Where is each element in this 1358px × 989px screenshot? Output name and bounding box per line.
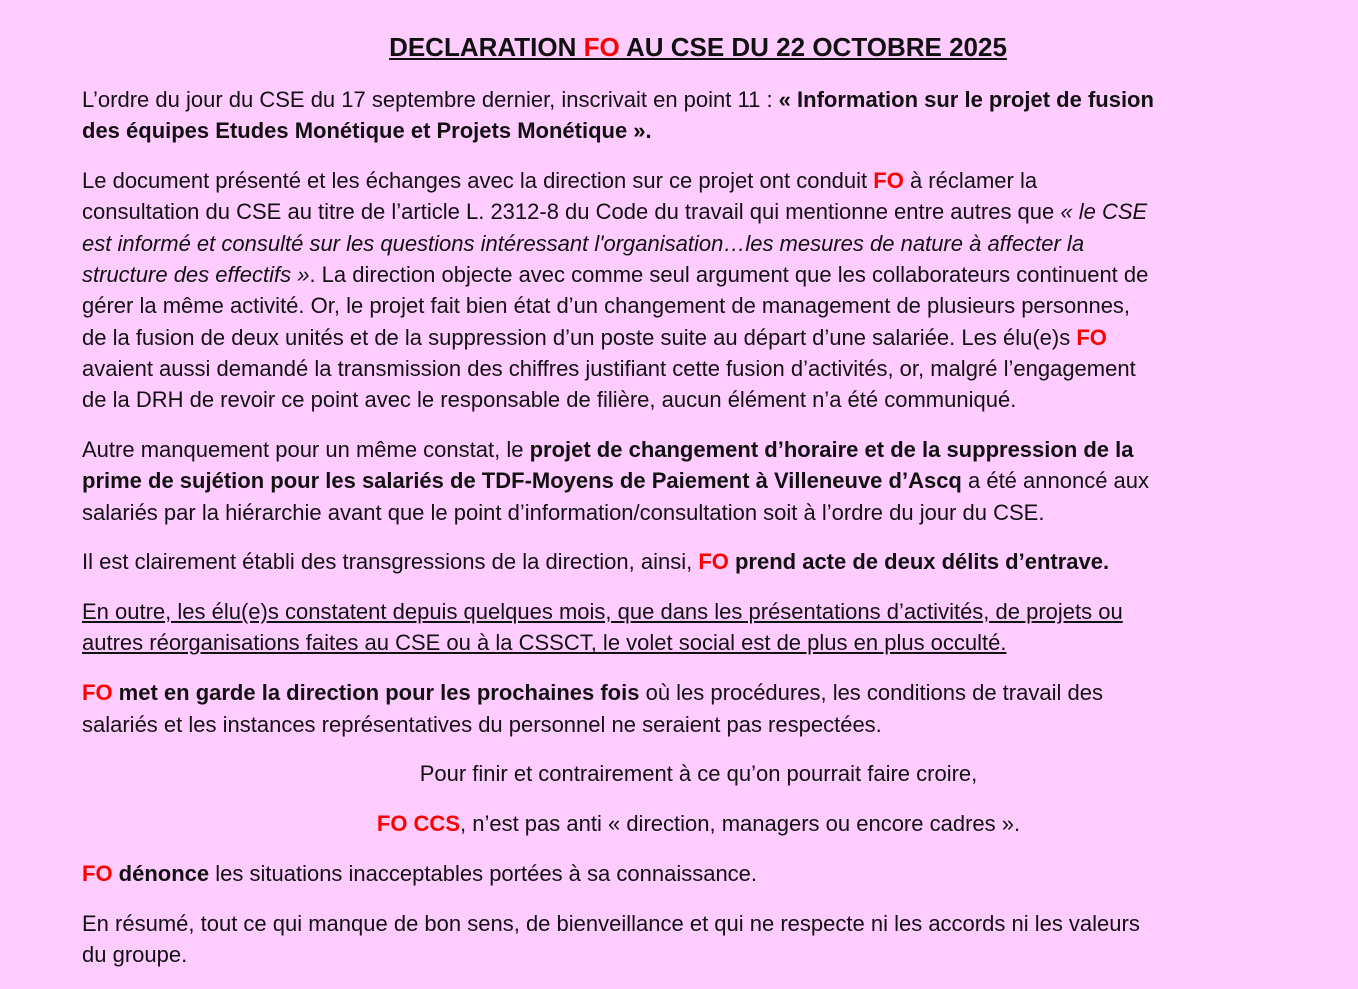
text-run: Le document présenté et les échanges avec la direction sur ce projet ont conduit — [82, 168, 874, 194]
text-run: de la fusion de deux unités et de la suppression d’un poste suite au départ d’une salariée. Les élu(e)s — [82, 324, 1077, 350]
text-line — [82, 627, 1315, 658]
text-run: En résumé, tout ce qui manque de bon sens, de bienveillance et qui ne respecte ni les accords ni les valeurs — [82, 910, 1140, 936]
text-line — [82, 758, 1315, 789]
paragraph — [82, 808, 1315, 839]
paragraph — [82, 84, 1315, 147]
paragraph — [82, 677, 1315, 740]
text-run: prime de sujétion pour les salariés de TDF-Moyens de Paiement à Villeneuve d’Ascq — [82, 468, 962, 494]
title-text: DECLARATION — [389, 32, 584, 62]
text-line — [82, 434, 1315, 465]
fo-highlight: FO CCS — [376, 811, 460, 837]
paragraph — [82, 858, 1315, 889]
text-run: consultation du CSE au titre de l’article L. 2312-8 du Code du travail qui mentionne entre autres que — [82, 199, 1061, 225]
declaration-body — [82, 84, 1315, 989]
text-run: salariés par la hiérarchie avant que le point d’information/consultation soit à l’ordre du jour du CSE. — [82, 499, 1045, 525]
title-fo: FO — [583, 32, 620, 62]
text-run: , n’est pas anti « direction, managers ou encore cadres ». — [460, 811, 1021, 837]
text-run: avaient aussi demandé la transmission des chiffres justifiant cette fusion d’activités, or, malgré l’engagement — [82, 355, 1136, 381]
paragraph — [82, 908, 1315, 971]
page-title — [0, 32, 1358, 63]
text-run: dénonce — [112, 860, 210, 886]
text-run: est informé et consulté sur les questions intéressant l'organisation…les mesures de nature à affecter la — [82, 230, 1085, 256]
text-line — [82, 228, 1315, 259]
text-line — [82, 196, 1315, 227]
text-line — [82, 259, 1315, 290]
paragraph — [82, 165, 1315, 415]
text-run: projet de changement d’horaire et de la suppression de la — [529, 436, 1134, 462]
text-run: Il est clairement établi des transgressions de la direction, ainsi, — [82, 549, 699, 575]
text-run: les situations inacceptables portées à sa connaissance. — [209, 860, 758, 886]
text-line — [82, 808, 1315, 839]
text-line — [82, 677, 1315, 708]
paragraph — [82, 434, 1315, 528]
text-run: L’ordre du jour du CSE du 17 septembre dernier, inscrivait en point 11 : — [82, 87, 779, 112]
text-run: Pour finir et contrairement à ce qu’on pourrait faire croire, — [419, 761, 978, 787]
text-run: structure des effectifs » — [82, 261, 310, 287]
text-run: salariés et les instances représentatives du personnel ne seraient pas respectées. — [82, 711, 882, 737]
text-line — [82, 596, 1315, 627]
text-run: « le CSE — [1060, 199, 1148, 225]
text-run: a été annoncé aux — [961, 468, 1150, 494]
text-run: En outre, les élu(e)s constatent depuis quelques mois, que dans les présentations d’activités, de projets ou — [82, 599, 1123, 625]
text-line — [82, 165, 1315, 196]
text-line — [82, 290, 1315, 321]
paragraph — [82, 596, 1315, 659]
text-run: autres réorganisations faites au CSE ou à la CSSCT, le volet social est de plus en plus occulté. — [82, 630, 1007, 656]
text-line — [82, 497, 1315, 528]
text-line — [82, 115, 1315, 146]
text-run: . La direction objecte avec comme seul argument que les collaborateurs continuent de — [309, 261, 1149, 287]
text-line — [82, 939, 1315, 970]
fo-highlight: FO — [82, 860, 113, 886]
text-line — [82, 322, 1315, 353]
text-run: met en garde la direction pour les prochaines fois — [112, 680, 640, 706]
text-line — [82, 384, 1315, 415]
fo-highlight: FO — [1076, 324, 1107, 350]
fo-highlight: FO — [82, 680, 113, 706]
text-run: gérer la même activité. Or, le projet fait bien état d’un changement de management de plusieurs personnes, — [82, 293, 1131, 319]
text-line — [82, 465, 1315, 496]
title-text-end: AU CSE DU 22 OCTOBRE 2025 — [619, 32, 1007, 62]
text-line — [82, 84, 1315, 115]
text-run: des équipes Etudes Monétique et Projets Monétique ». — [82, 118, 652, 144]
text-line — [82, 546, 1315, 577]
text-run: prend acte de deux délits d’entrave. — [728, 549, 1110, 575]
text-run: à réclamer la — [903, 168, 1038, 194]
text-run: du groupe. — [82, 942, 188, 968]
text-run: où les procédures, les conditions de travail des — [639, 680, 1103, 706]
text-line — [82, 353, 1315, 384]
text-line — [82, 709, 1315, 740]
paragraph — [82, 546, 1315, 577]
text-line — [82, 858, 1315, 889]
text-line — [82, 908, 1315, 939]
paragraph — [82, 758, 1315, 789]
text-run: de la DRH de revoir ce point avec le responsable de filière, aucun élément n’a été communiqué. — [82, 387, 1017, 413]
fo-highlight: FO — [698, 549, 729, 575]
text-run: « Information sur le projet de fusion — [778, 87, 1154, 112]
text-run: Autre manquement pour un même constat, le — [82, 436, 530, 462]
fo-highlight: FO — [873, 168, 904, 194]
